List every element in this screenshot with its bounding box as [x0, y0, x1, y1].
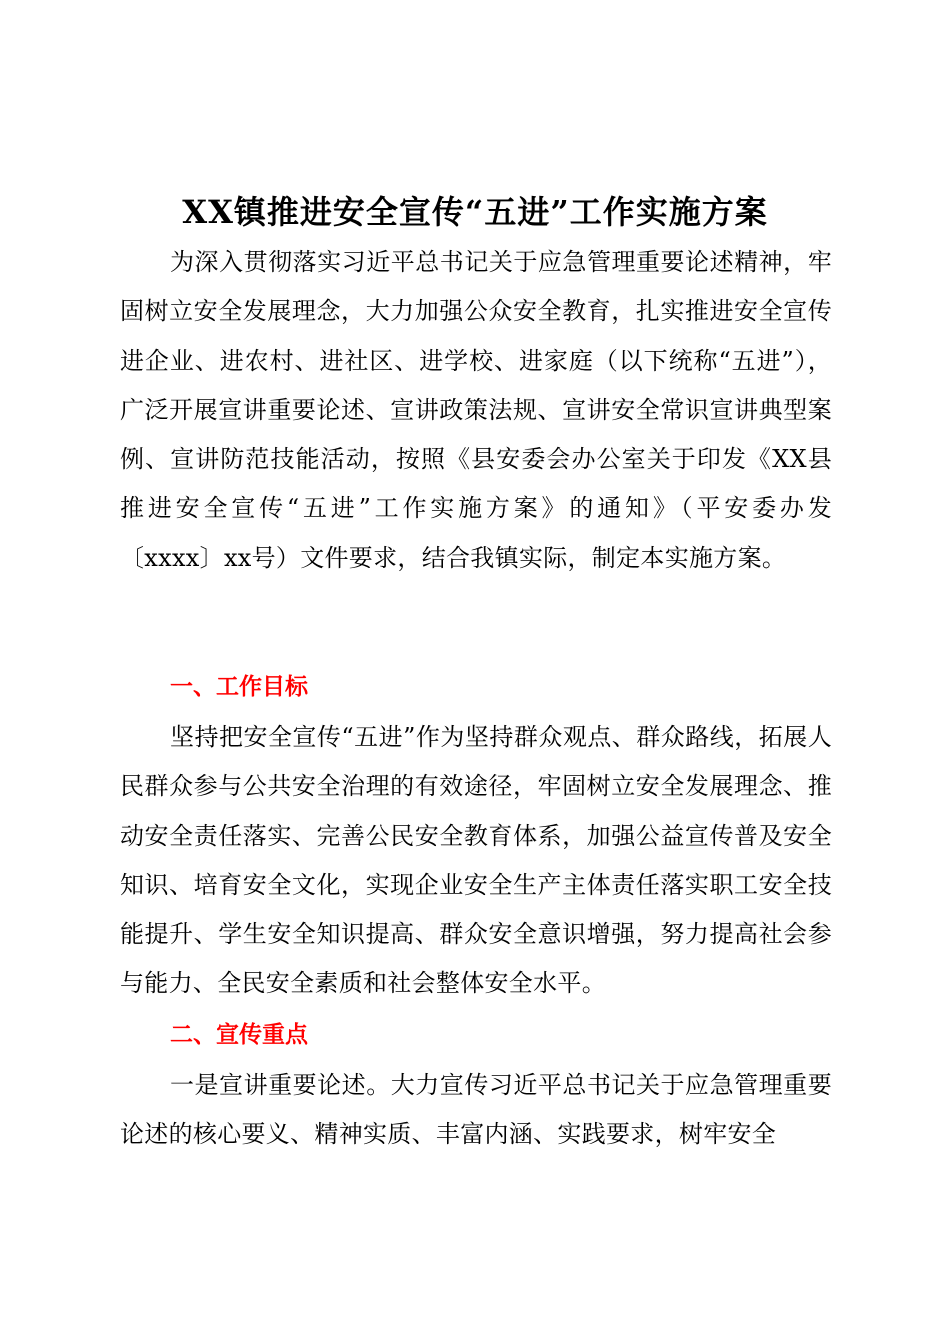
section-heading-work-goals: 一、工作目标 — [170, 674, 308, 700]
publicity-focus-paragraph: 一是宣讲重要论述。大力宣传习近平总书记关于应急管理重要论述的核心要义、精神实质、丰富内涵、实践要求，树牢安全 — [120, 1071, 832, 1149]
section-heading-publicity-focus: 二、宣传重点 — [170, 1022, 308, 1048]
intro-paragraph: 为深入贯彻落实习近平总书记关于应急管理重要论述精神，牢固树立安全发展理念，大力加强公众安全教育，扎实推进安全宣传进企业、进农村、进社区、进学校、进家庭（以下统称“五进”），广泛开展宣讲重要论述、宣讲政策法规、宣讲安全常识宣讲典型案例、宣讲防范技能活动，按照《县安委会办公室关于印发《XX县推进安全宣传“五进”工作实施方案》的通知》（平安委办发〔xxxx〕xx号）文件要求，结合我镇实际，制定本实施方案。 — [120, 248, 832, 572]
work-goals-paragraph: 坚持把安全宣传“五进”作为坚持群众观点、群众路线，拓展人民群众参与公共安全治理的有效途径，牢固树立安全发展理念、推动安全责任落实、完善公民安全教育体系，加强公益宣传普及安全知识、培育安全文化，实现企业安全生产主体责任落实职工安全技能提升、学生安全知识提高、群众安全意识增强，努力提高社会参与能力、全民安全素质和社会整体安全水平。 — [120, 723, 832, 998]
document-title: XX镇推进安全宣传“五进”工作实施方案 — [182, 193, 768, 231]
